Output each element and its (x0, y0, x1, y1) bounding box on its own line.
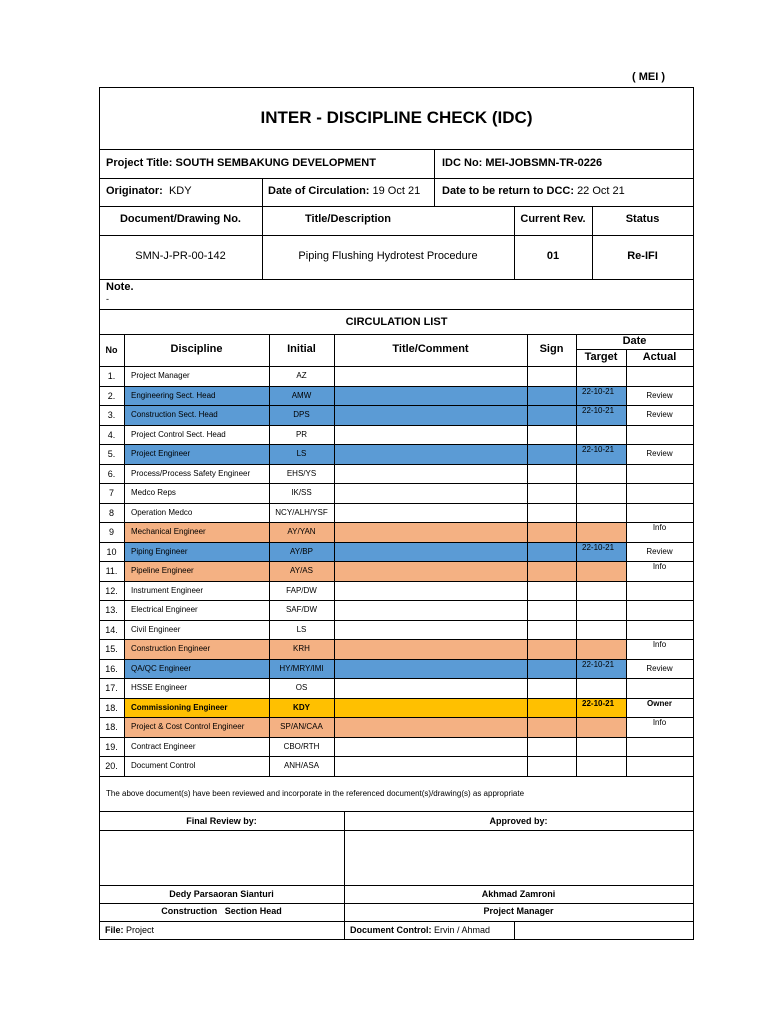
row-initial: AZ (296, 371, 307, 380)
discipline-header: Discipline (170, 343, 223, 355)
row-sign-cell[interactable] (527, 425, 576, 445)
row-comment-cell[interactable] (334, 542, 527, 562)
table-row[interactable] (99, 659, 694, 679)
row-discipline: Commissioning Engineer (131, 702, 228, 712)
row-comment-cell[interactable] (334, 659, 527, 679)
no-header: No (105, 345, 118, 355)
table-row[interactable] (99, 581, 694, 601)
row-comment-cell[interactable] (334, 425, 527, 445)
row-sign-cell[interactable] (527, 639, 576, 659)
row-sign-cell[interactable] (527, 542, 576, 562)
row-discipline: Construction Engineer (131, 644, 211, 653)
row-comment-cell[interactable] (334, 600, 527, 620)
circulation-key: Date of Circulation: (268, 185, 370, 197)
row-sign-cell[interactable] (527, 600, 576, 620)
row-discipline: Instrument Engineer (131, 585, 204, 595)
row-initial: AY/YAN (287, 527, 316, 536)
row-initial: FAP/DW (286, 585, 317, 595)
row-actual: Owner (647, 698, 672, 708)
row-discipline: Electrical Engineer (131, 605, 198, 614)
row-sign-cell[interactable] (527, 366, 576, 386)
row-target-date: 22-10-21 (582, 659, 615, 669)
row-discipline: Operation Medco (131, 507, 193, 517)
row-initial: NCY/ALH/YSF (275, 507, 328, 517)
table-row[interactable] (99, 600, 694, 620)
row-comment-cell[interactable] (334, 737, 527, 757)
target-header: Target (584, 351, 618, 363)
row-comment-cell[interactable] (334, 678, 527, 698)
row-no: 15. (105, 644, 118, 654)
table-row[interactable] (99, 561, 694, 581)
row-no: 14. (105, 624, 118, 635)
row-initial: AY/BP (290, 546, 313, 556)
note-text: - (106, 294, 109, 304)
project-title: Project Title: SOUTH SEMBAKUNG DEVELOPMENT (106, 157, 376, 169)
row-no: 1. (107, 371, 116, 381)
originator (106, 185, 192, 197)
row-initial: HY/MRY/IMI (279, 663, 324, 673)
originator-key: Originator: (106, 185, 163, 197)
review-statement: The above document(s) have been reviewed and incorporate in the referenced document(s)/drawing(s) as appropriate (106, 789, 525, 798)
page-title: INTER - DISCIPLINE CHECK (IDC) (260, 108, 533, 127)
row-initial: AY/AS (290, 566, 313, 575)
table-row[interactable] (99, 639, 694, 659)
row-initial: EHS/YS (286, 468, 317, 478)
return-value: 22 Oct 21 (577, 185, 625, 197)
circulation-value: 19 Oct 21 (372, 185, 421, 197)
row-comment-cell[interactable] (334, 620, 527, 640)
row-comment-cell[interactable] (334, 444, 527, 464)
row-no: 5. (107, 449, 116, 459)
table-row[interactable] (99, 503, 694, 523)
row-initial: IK/SS (291, 488, 312, 497)
row-discipline: Piping Engineer (131, 546, 188, 556)
row-discipline: Document Control (131, 761, 196, 770)
row-discipline: QA/QC Engineer (131, 663, 192, 673)
table-row[interactable] (99, 678, 694, 698)
row-discipline: Mechanical Engineer (131, 527, 206, 536)
row-sign-cell[interactable] (527, 756, 576, 776)
row-sign-cell[interactable] (527, 717, 576, 737)
file-field (105, 925, 154, 935)
document-control-field (350, 925, 490, 935)
doc-no-header: Document/Drawing No. (119, 213, 241, 225)
row-sign-cell[interactable] (527, 464, 576, 484)
approver-role: Project Manager (483, 906, 554, 916)
row-target-date: 22-10-21 (582, 542, 615, 552)
return-key: Date to be return to DCC: (442, 185, 574, 197)
row-comment-cell[interactable] (334, 386, 527, 406)
table-row[interactable] (99, 405, 694, 425)
table-row[interactable] (99, 542, 694, 562)
row-actual: Info (652, 523, 667, 532)
document-control-key: Document Control: (350, 925, 432, 935)
comment-header: Title/Comment (392, 343, 469, 355)
sign-header: Sign (539, 343, 564, 355)
row-no: 18. (105, 702, 118, 713)
doc-title: Piping Flushing Hydrotest Procedure (298, 250, 478, 262)
row-no: 17. (105, 683, 118, 693)
row-initial: LS (296, 449, 307, 458)
row-sign-cell[interactable] (527, 698, 576, 718)
row-sign-cell[interactable] (527, 405, 576, 425)
row-comment-cell[interactable] (334, 639, 527, 659)
row-no: 2. (107, 390, 116, 401)
rev-header: Current Rev. (520, 213, 586, 225)
row-comment-cell[interactable] (334, 717, 527, 737)
row-discipline: Project Engineer (131, 449, 191, 458)
row-actual: Review (646, 546, 673, 556)
row-sign-cell[interactable] (527, 522, 576, 542)
reviewer-signature-area[interactable] (100, 830, 343, 885)
row-comment-cell[interactable] (334, 405, 527, 425)
row-comment-cell[interactable] (334, 366, 527, 386)
row-no: 4. (107, 429, 116, 440)
actual-header: Actual (642, 351, 677, 363)
row-discipline: Project Control Sect. Head (131, 429, 226, 439)
row-comment-cell[interactable] (334, 581, 527, 601)
row-discipline: Contract Engineer (131, 741, 196, 751)
circulation-title: CIRCULATION LIST (345, 316, 448, 328)
row-initial: DPS (293, 410, 310, 419)
table-row[interactable] (99, 444, 694, 464)
reviewer-role: Construction Section Head (161, 906, 282, 916)
row-sign-cell[interactable] (527, 737, 576, 757)
row-initial: ANH/ASA (283, 761, 320, 770)
row-no: 19. (105, 741, 118, 752)
table-row[interactable] (99, 464, 694, 484)
doc-status: Re-IFI (627, 250, 658, 262)
initial-header: Initial (287, 343, 316, 355)
row-comment-cell[interactable] (334, 483, 527, 503)
table-row[interactable] (99, 483, 694, 503)
row-no: 13. (105, 605, 118, 615)
note-label: Note. (106, 281, 134, 293)
row-actual: Info (652, 640, 667, 649)
approved-by-label: Approved by: (489, 816, 548, 826)
row-sign-cell[interactable] (527, 444, 576, 464)
table-row[interactable] (99, 366, 694, 386)
row-discipline: Construction Sect. Head (131, 410, 218, 419)
corner-label: ( MEI ) (632, 71, 665, 83)
row-discipline: Engineering Sect. Head (131, 390, 216, 400)
row-actual: Info (652, 718, 667, 727)
table-row[interactable] (99, 425, 694, 445)
row-initial: OS (295, 683, 308, 692)
row-sign-cell[interactable] (527, 561, 576, 581)
row-no: 6. (107, 468, 116, 479)
table-row[interactable] (99, 737, 694, 757)
row-sign-cell[interactable] (527, 620, 576, 640)
row-discipline: Process/Process Safety Engineer (131, 468, 251, 478)
date-to-return (442, 185, 625, 197)
row-comment-cell[interactable] (334, 698, 527, 718)
row-comment-cell[interactable] (334, 561, 527, 581)
row-no: 9 (108, 527, 114, 537)
row-sign-cell[interactable] (527, 483, 576, 503)
row-discipline: Pipeline Engineer (131, 566, 194, 575)
row-target-date: 22-10-21 (582, 386, 615, 396)
row-discipline: Project & Cost Control Engineer (131, 722, 245, 731)
row-no: 12. (105, 585, 118, 596)
row-sign-cell[interactable] (527, 581, 576, 601)
row-actual: Review (646, 410, 673, 419)
table-row[interactable] (99, 386, 694, 406)
final-review-label: Final Review by: (186, 816, 257, 826)
approver-signature-area[interactable] (345, 830, 692, 885)
row-actual: Info (652, 562, 667, 571)
row-no: 7 (108, 488, 114, 498)
row-discipline: Medco Reps (131, 488, 176, 497)
idc-number: IDC No: MEI-JOBSMN-TR-0226 (442, 157, 603, 169)
row-no: 18. (105, 722, 118, 732)
row-target-date: 22-10-21 (582, 406, 615, 415)
row-initial: PR (295, 429, 308, 439)
row-sign-cell[interactable] (527, 659, 576, 679)
row-discipline: Project Manager (131, 371, 190, 380)
row-no: 20. (105, 761, 118, 771)
row-initial: CBO/RTH (283, 741, 320, 751)
row-initial: AMW (291, 390, 312, 400)
row-actual: Review (646, 663, 673, 673)
row-actual: Review (646, 449, 673, 458)
table-row[interactable] (99, 756, 694, 776)
row-comment-cell[interactable] (334, 756, 527, 776)
row-initial: KRH (293, 644, 310, 653)
date-of-circulation (268, 185, 420, 197)
file-value: Project (126, 925, 155, 935)
row-comment-cell[interactable] (334, 522, 527, 542)
row-target-date: 22-10-21 (582, 698, 615, 708)
row-no: 8 (108, 507, 114, 518)
row-comment-cell[interactable] (334, 503, 527, 523)
status-header: Status (625, 213, 660, 225)
title-header: Title/Description (305, 213, 391, 225)
row-discipline: Civil Engineer (131, 624, 181, 634)
originator-value: KDY (168, 185, 192, 197)
table-row[interactable] (99, 717, 694, 737)
row-sign-cell[interactable] (527, 678, 576, 698)
row-actual: Review (646, 390, 673, 400)
doc-number: SMN-J-PR-00-142 (135, 250, 226, 262)
row-no: 10 (106, 546, 117, 557)
document-control-value: Ervin / Ahmad (434, 925, 491, 935)
reviewer-name: Dedy Parsaoran Sianturi (169, 889, 274, 899)
file-key: File: (105, 925, 124, 935)
row-no: 16. (105, 663, 118, 674)
doc-revision: 01 (546, 250, 560, 262)
row-comment-cell[interactable] (334, 464, 527, 484)
row-target-date: 22-10-21 (582, 445, 615, 454)
table-row[interactable] (99, 698, 694, 718)
row-no: 3. (107, 410, 116, 420)
date-header: Date (622, 335, 647, 347)
table-row[interactable] (99, 522, 694, 542)
row-sign-cell[interactable] (527, 386, 576, 406)
row-no: 11. (105, 566, 118, 576)
row-initial: SP/AN/CAA (280, 722, 323, 731)
row-initial: KDY (293, 702, 310, 712)
approver-name: Akhmad Zamroni (481, 889, 556, 899)
table-row[interactable] (99, 620, 694, 640)
row-sign-cell[interactable] (527, 503, 576, 523)
row-discipline: HSSE Engineer (131, 683, 188, 692)
row-initial: LS (296, 624, 307, 634)
row-initial: SAF/DW (285, 605, 318, 614)
